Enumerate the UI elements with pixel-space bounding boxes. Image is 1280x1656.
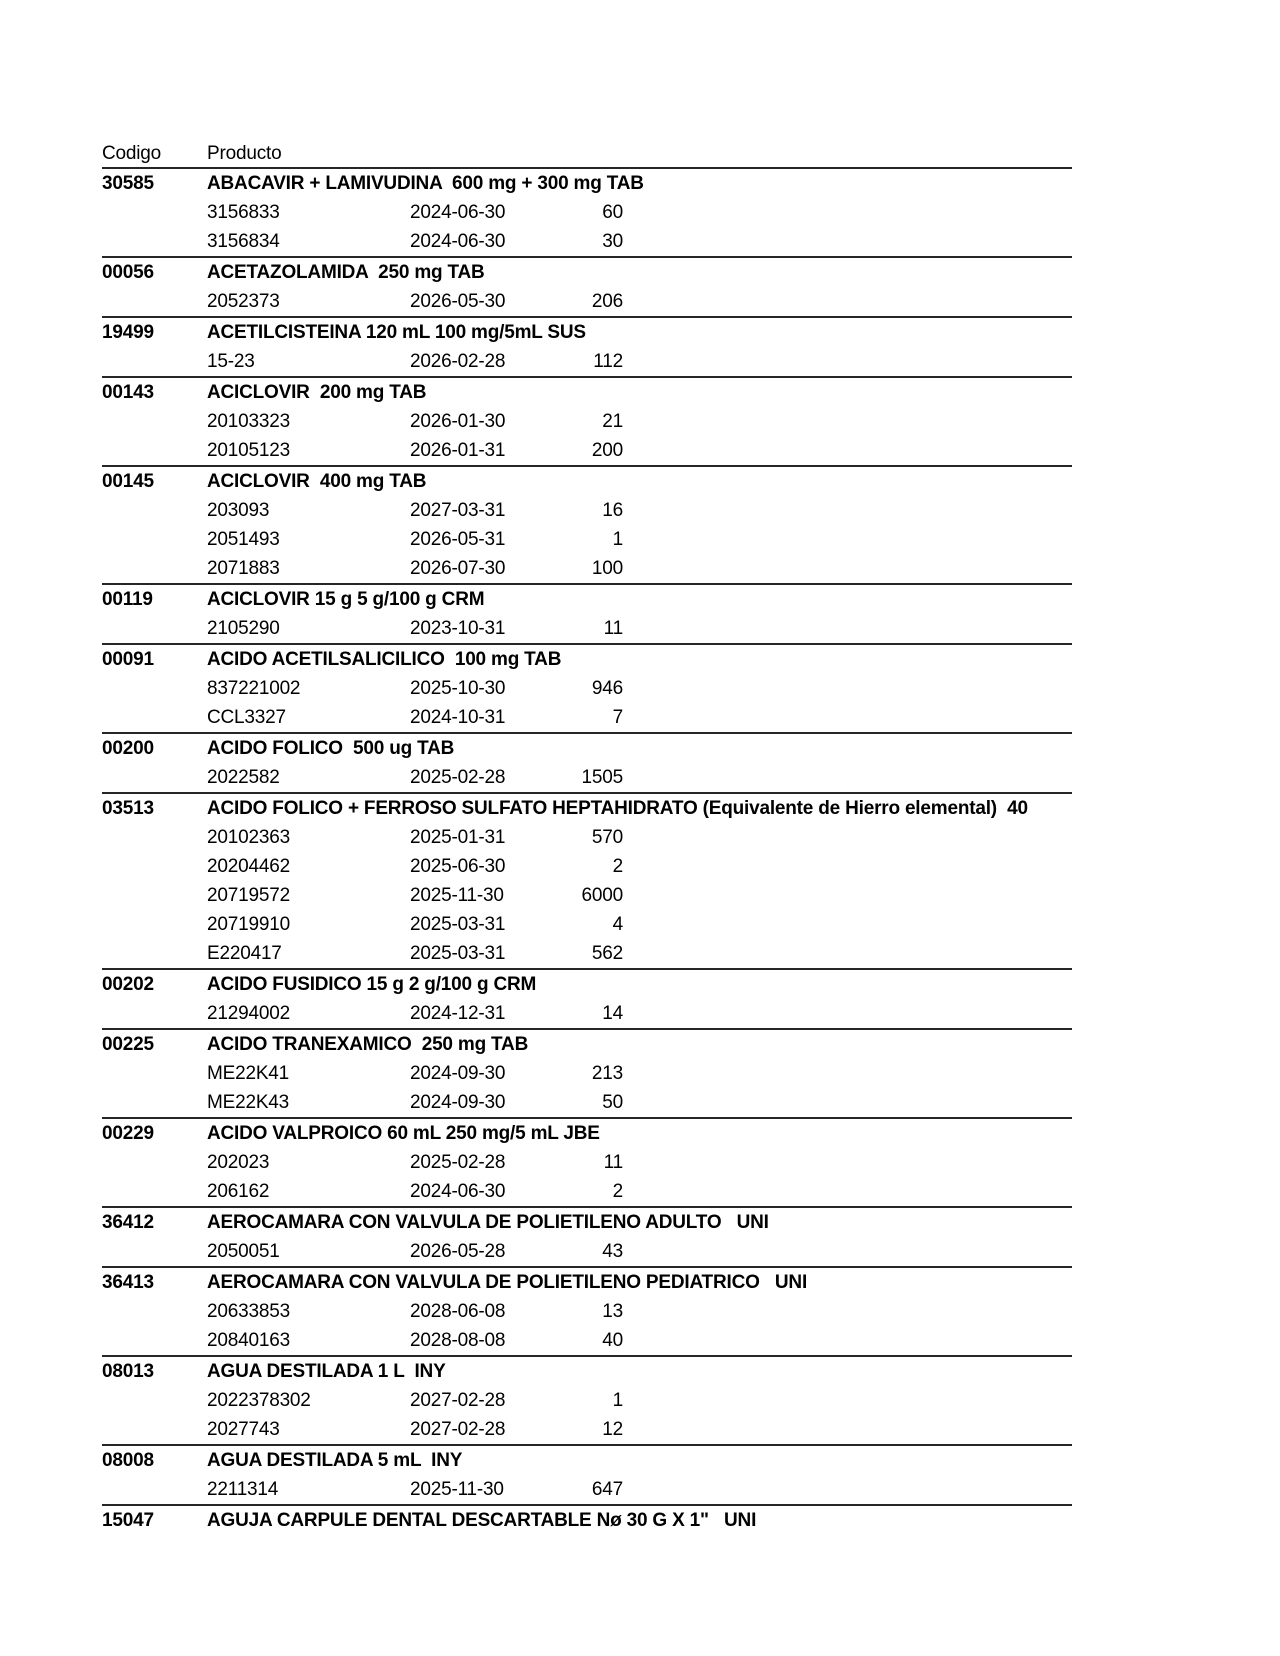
product-code-cell: 00229 bbox=[102, 1123, 154, 1144]
lot-row bbox=[102, 1088, 1072, 1117]
product-name-cell: ACIDO FUSIDICO 15 g 2 g/100 g CRM bbox=[207, 974, 537, 995]
product-name-cell: AGUA DESTILADA 1 L INY bbox=[207, 1361, 446, 1382]
quantity-cell: 16 bbox=[602, 500, 623, 521]
product-group bbox=[102, 1030, 1072, 1119]
product-group bbox=[102, 794, 1072, 970]
quantity-cell: 206 bbox=[591, 291, 623, 312]
quantity-cell: 1 bbox=[612, 529, 623, 550]
lot-number-cell: 2022582 bbox=[207, 767, 280, 788]
product-code-cell: 36413 bbox=[102, 1272, 154, 1293]
expiry-date-cell: 2026-05-28 bbox=[410, 1241, 506, 1262]
lot-row bbox=[102, 407, 1072, 436]
product-row bbox=[102, 1446, 1072, 1475]
lot-number-cell: ME22K41 bbox=[207, 1063, 290, 1084]
product-row bbox=[102, 467, 1072, 496]
lot-row bbox=[102, 674, 1072, 703]
expiry-date-cell: 2024-12-31 bbox=[410, 1003, 506, 1024]
product-group bbox=[102, 645, 1072, 734]
lot-row bbox=[102, 763, 1072, 792]
lot-row bbox=[102, 554, 1072, 583]
lot-number-cell: 20840163 bbox=[207, 1330, 290, 1351]
expiry-date-cell: 2025-11-30 bbox=[410, 1479, 504, 1500]
lot-row bbox=[102, 1059, 1072, 1088]
product-group bbox=[102, 1506, 1072, 1535]
quantity-cell: 11 bbox=[603, 618, 623, 639]
quantity-cell: 2 bbox=[612, 856, 623, 877]
expiry-date-cell: 2026-01-31 bbox=[410, 440, 506, 461]
lot-row bbox=[102, 1177, 1072, 1206]
lot-row bbox=[102, 614, 1072, 643]
lot-row bbox=[102, 910, 1072, 939]
lot-number-cell: 20719910 bbox=[207, 914, 290, 935]
product-row bbox=[102, 1357, 1072, 1386]
expiry-date-cell: 2023-10-31 bbox=[410, 618, 506, 639]
product-code-cell: 03513 bbox=[102, 798, 154, 819]
expiry-date-cell: 2028-08-08 bbox=[410, 1330, 506, 1351]
product-code-cell: 00091 bbox=[102, 649, 154, 670]
expiry-date-cell: 2026-05-30 bbox=[410, 291, 506, 312]
quantity-cell: 1505 bbox=[581, 767, 623, 788]
product-code-cell: 00143 bbox=[102, 382, 154, 403]
lot-number-cell: 203093 bbox=[207, 500, 270, 521]
product-name-cell: ACETILCISTEINA 120 mL 100 mg/5mL SUS bbox=[207, 322, 586, 343]
lot-number-cell: 2071883 bbox=[207, 558, 280, 579]
lot-row bbox=[102, 823, 1072, 852]
expiry-date-cell: 2025-03-31 bbox=[410, 943, 506, 964]
lot-number-cell: 3156833 bbox=[207, 202, 280, 223]
lot-number-cell: CCL3327 bbox=[207, 707, 286, 728]
lot-row bbox=[102, 287, 1072, 316]
product-group bbox=[102, 318, 1072, 378]
quantity-cell: 946 bbox=[591, 678, 623, 699]
product-name-cell: AEROCAMARA CON VALVULA DE POLIETILENO ADULTO UNI bbox=[207, 1212, 769, 1233]
product-row bbox=[102, 1268, 1072, 1297]
lot-row bbox=[102, 227, 1072, 256]
product-group bbox=[102, 258, 1072, 318]
inventory-report bbox=[102, 140, 1072, 1535]
quantity-cell: 1 bbox=[612, 1390, 623, 1411]
lot-number-cell: 21294002 bbox=[207, 1003, 290, 1024]
product-code-cell: 00200 bbox=[102, 738, 154, 759]
expiry-date-cell: 2027-02-28 bbox=[410, 1419, 506, 1440]
product-group bbox=[102, 970, 1072, 1030]
product-name-cell: AGUA DESTILADA 5 mL INY bbox=[207, 1450, 463, 1471]
product-code-cell: 00119 bbox=[102, 589, 153, 610]
product-row bbox=[102, 169, 1072, 198]
lot-row bbox=[102, 1297, 1072, 1326]
quantity-cell: 100 bbox=[591, 558, 623, 579]
quantity-cell: 50 bbox=[602, 1092, 623, 1113]
quantity-cell: 43 bbox=[602, 1241, 623, 1262]
expiry-date-cell: 2026-05-31 bbox=[410, 529, 506, 550]
product-code-cell: 00225 bbox=[102, 1034, 154, 1055]
product-name-cell: ACIDO ACETILSALICILICO 100 mg TAB bbox=[207, 649, 562, 670]
lot-row bbox=[102, 525, 1072, 554]
lot-number-cell: 15-23 bbox=[207, 351, 255, 372]
product-name-cell: ACIDO FOLICO 500 ug TAB bbox=[207, 738, 455, 759]
lot-row bbox=[102, 1148, 1072, 1177]
product-name-cell: ABACAVIR + LAMIVUDINA 600 mg + 300 mg TAB bbox=[207, 173, 644, 194]
product-row bbox=[102, 585, 1072, 614]
product-row bbox=[102, 794, 1072, 823]
quantity-cell: 647 bbox=[591, 1479, 623, 1500]
product-group bbox=[102, 169, 1072, 258]
product-name-cell: ACETAZOLAMIDA 250 mg TAB bbox=[207, 262, 485, 283]
product-group bbox=[102, 467, 1072, 585]
lot-row bbox=[102, 496, 1072, 525]
product-name-cell: AEROCAMARA CON VALVULA DE POLIETILENO PEDIATRICO UNI bbox=[207, 1272, 808, 1293]
table-header-row bbox=[102, 140, 1072, 169]
product-group bbox=[102, 1208, 1072, 1268]
quantity-cell: 213 bbox=[591, 1063, 623, 1084]
lot-number-cell: ME22K43 bbox=[207, 1092, 290, 1113]
expiry-date-cell: 2024-09-30 bbox=[410, 1063, 506, 1084]
product-group bbox=[102, 585, 1072, 645]
lot-row bbox=[102, 999, 1072, 1028]
product-row bbox=[102, 970, 1072, 999]
lot-number-cell: 20204462 bbox=[207, 856, 290, 877]
lot-row bbox=[102, 198, 1072, 227]
expiry-date-cell: 2025-01-31 bbox=[410, 827, 506, 848]
product-row bbox=[102, 1208, 1072, 1237]
quantity-cell: 4 bbox=[612, 914, 623, 935]
product-group bbox=[102, 1446, 1072, 1506]
product-group bbox=[102, 1119, 1072, 1208]
expiry-date-cell: 2025-10-30 bbox=[410, 678, 506, 699]
quantity-cell: 12 bbox=[602, 1419, 623, 1440]
lot-row bbox=[102, 1475, 1072, 1504]
expiry-date-cell: 2024-06-30 bbox=[410, 1181, 506, 1202]
product-name-cell: ACICLOVIR 400 mg TAB bbox=[207, 471, 427, 492]
expiry-date-cell: 2024-10-31 bbox=[410, 707, 506, 728]
lot-number-cell: 20719572 bbox=[207, 885, 290, 906]
product-name-cell: ACICLOVIR 15 g 5 g/100 g CRM bbox=[207, 589, 485, 610]
product-group bbox=[102, 378, 1072, 467]
product-code-cell: 00202 bbox=[102, 974, 154, 995]
product-group bbox=[102, 1357, 1072, 1446]
expiry-date-cell: 2025-02-28 bbox=[410, 1152, 506, 1173]
quantity-cell: 11 bbox=[603, 1152, 623, 1173]
product-row bbox=[102, 1030, 1072, 1059]
expiry-date-cell: 2024-06-30 bbox=[410, 202, 506, 223]
expiry-date-cell: 2025-06-30 bbox=[410, 856, 506, 877]
lot-number-cell: 20103323 bbox=[207, 411, 290, 432]
expiry-date-cell: 2026-07-30 bbox=[410, 558, 506, 579]
lot-number-cell: 2051493 bbox=[207, 529, 280, 550]
lot-row bbox=[102, 436, 1072, 465]
quantity-cell: 60 bbox=[602, 202, 623, 223]
lot-row bbox=[102, 1326, 1072, 1355]
expiry-date-cell: 2024-09-30 bbox=[410, 1092, 506, 1113]
lot-number-cell: 2022378302 bbox=[207, 1390, 311, 1411]
expiry-date-cell: 2027-03-31 bbox=[410, 500, 506, 521]
product-name-cell: ACIDO VALPROICO 60 mL 250 mg/5 mL JBE bbox=[207, 1123, 600, 1144]
product-row bbox=[102, 1506, 1072, 1535]
product-row bbox=[102, 258, 1072, 287]
quantity-cell: 14 bbox=[602, 1003, 623, 1024]
product-name-cell: AGUJA CARPULE DENTAL DESCARTABLE Nø 30 G X 1" UNI bbox=[207, 1510, 757, 1531]
lot-number-cell: 2211314 bbox=[207, 1479, 279, 1500]
lot-number-cell: 20633853 bbox=[207, 1301, 290, 1322]
expiry-date-cell: 2025-11-30 bbox=[410, 885, 504, 906]
lot-number-cell: 206162 bbox=[207, 1181, 270, 1202]
product-group bbox=[102, 734, 1072, 794]
product-name-cell: ACIDO TRANEXAMICO 250 mg TAB bbox=[207, 1034, 529, 1055]
product-code-cell: 36412 bbox=[102, 1212, 154, 1233]
quantity-cell: 6000 bbox=[581, 885, 623, 906]
column-header-producto: Producto bbox=[207, 143, 282, 164]
product-row bbox=[102, 645, 1072, 674]
expiry-date-cell: 2024-06-30 bbox=[410, 231, 506, 252]
quantity-cell: 570 bbox=[591, 827, 623, 848]
quantity-cell: 21 bbox=[602, 411, 623, 432]
expiry-date-cell: 2028-06-08 bbox=[410, 1301, 506, 1322]
product-code-cell: 19499 bbox=[102, 322, 154, 343]
product-code-cell: 08013 bbox=[102, 1361, 154, 1382]
quantity-cell: 562 bbox=[591, 943, 623, 964]
quantity-cell: 2 bbox=[612, 1181, 623, 1202]
product-row bbox=[102, 318, 1072, 347]
product-name-cell: ACICLOVIR 200 mg TAB bbox=[207, 382, 427, 403]
product-name-cell: ACIDO FOLICO + FERROSO SULFATO HEPTAHIDRATO (Equivalente de Hierro elemental) 40 bbox=[207, 798, 1028, 819]
product-code-cell: 30585 bbox=[102, 173, 154, 194]
lot-row bbox=[102, 939, 1072, 968]
product-row bbox=[102, 378, 1072, 407]
lot-number-cell: 20105123 bbox=[207, 440, 290, 461]
product-code-cell: 00056 bbox=[102, 262, 154, 283]
lot-number-cell: 2105290 bbox=[207, 618, 280, 639]
lot-row bbox=[102, 1386, 1072, 1415]
quantity-cell: 112 bbox=[593, 351, 623, 372]
lot-row bbox=[102, 881, 1072, 910]
lot-row bbox=[102, 1415, 1072, 1444]
expiry-date-cell: 2026-01-30 bbox=[410, 411, 506, 432]
product-row bbox=[102, 734, 1072, 763]
lot-number-cell: 202023 bbox=[207, 1152, 270, 1173]
quantity-cell: 13 bbox=[602, 1301, 623, 1322]
lot-number-cell: 20102363 bbox=[207, 827, 290, 848]
product-code-cell: 00145 bbox=[102, 471, 154, 492]
expiry-date-cell: 2025-03-31 bbox=[410, 914, 506, 935]
product-group bbox=[102, 1268, 1072, 1357]
lot-number-cell: 2027743 bbox=[207, 1419, 280, 1440]
column-header-codigo: Codigo bbox=[102, 143, 162, 164]
lot-number-cell: 3156834 bbox=[207, 231, 280, 252]
expiry-date-cell: 2025-02-28 bbox=[410, 767, 506, 788]
table-body bbox=[102, 169, 1072, 1535]
lot-row bbox=[102, 703, 1072, 732]
quantity-cell: 200 bbox=[591, 440, 623, 461]
quantity-cell: 40 bbox=[602, 1330, 623, 1351]
quantity-cell: 7 bbox=[612, 707, 623, 728]
lot-number-cell: 2052373 bbox=[207, 291, 280, 312]
expiry-date-cell: 2026-02-28 bbox=[410, 351, 506, 372]
expiry-date-cell: 2027-02-28 bbox=[410, 1390, 506, 1411]
product-code-cell: 08008 bbox=[102, 1450, 154, 1471]
lot-number-cell: 837221002 bbox=[207, 678, 301, 699]
quantity-cell: 30 bbox=[602, 231, 623, 252]
lot-row bbox=[102, 1237, 1072, 1266]
lot-row bbox=[102, 852, 1072, 881]
product-row bbox=[102, 1119, 1072, 1148]
lot-number-cell: E220417 bbox=[207, 943, 282, 964]
product-code-cell: 15047 bbox=[102, 1510, 154, 1531]
lot-number-cell: 2050051 bbox=[207, 1241, 280, 1262]
lot-row bbox=[102, 347, 1072, 376]
